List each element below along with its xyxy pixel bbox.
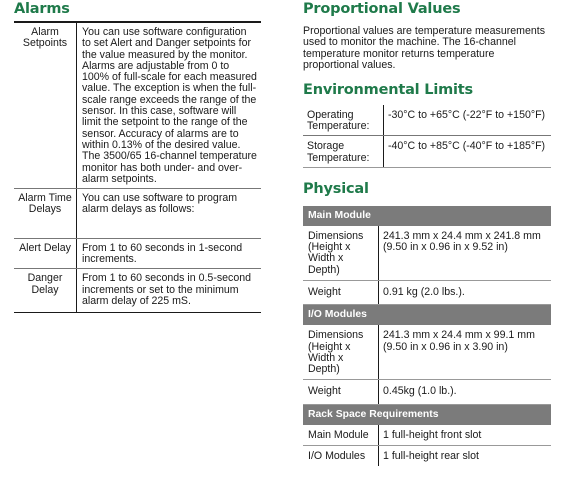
storage-temp-label: Storage Temperature: [303,136,384,168]
table-row [303,136,551,168]
danger-delay-desc: From 1 to 60 seconds in 0.5-second increments or set to the minimum alarm delay of 225 mS. [77,269,262,313]
alarms-table [14,23,261,313]
table-row [303,404,551,425]
io-dimensions-label: Dimensions (Height x Width x Depth) [303,325,379,380]
main-dimensions-label: Dimensions (Height x Width x Depth) [303,226,379,281]
table-row [303,325,551,380]
io-weight-label: Weight [303,380,379,404]
alarms-heading: Alarms [14,0,261,23]
danger-delay-label: Danger Delay [14,269,77,313]
alarm-time-delays-desc: You can use software to program alarm delays as follows: [77,189,262,239]
alert-delay-label: Alert Delay [14,238,77,269]
physical-heading: Physical [303,180,369,197]
rack-main-label: Main Module [303,425,379,446]
alert-delay-desc: From 1 to 60 seconds in 1-second increments. [77,238,262,269]
table-row [303,425,551,446]
alarm-setpoints-label: Alarm Setpoints [14,23,77,189]
alarm-time-delays-label: Alarm Time Delays [14,189,77,239]
operating-temp-label: Operating Temperature: [303,105,384,136]
main-weight-value: 0.91 kg (2.0 lbs.). [379,281,552,305]
right-column [303,0,551,466]
table-row [14,23,261,189]
operating-temp-value: -30°C to +65°C (-22°F to +150°F) [384,105,552,136]
main-weight-label: Weight [303,281,379,305]
table-row [303,226,551,281]
table-row [303,380,551,404]
proportional-heading: Proportional Values [303,1,461,17]
io-modules-band: I/O Modules [303,305,551,326]
table-row [303,305,551,326]
table-row [303,446,551,467]
table-row [14,269,261,313]
alarm-setpoints-desc: You can use software configuration to set Alert and Danger setpoints for the value measured by the monitor. Alarms are adjustable from 0 to 100% of full-scale for each measured value. The exception is when the full-scale range exceeds the range of the sensor. In this case, software will limit the setpoint to the range of the sensor. Accuracy of alarms are to within 0.13% of the desired value. The 3500/65 16-channel temperature monitor has both under- and over-alarm setpoints. [77,23,262,189]
proportional-text: Proportional values are temperature measurements used to monitor the machine. The 16-channel temperature monitor returns temperature proportional values. [303,25,546,72]
table-row [303,105,551,136]
rack-main-value: 1 full-height front slot [379,425,552,446]
io-weight-value: 0.45kg (1.0 lb.). [379,380,552,404]
table-row [303,281,551,305]
table-row [303,206,551,226]
environmental-table [303,105,551,168]
rack-io-value: 1 full-height rear slot [383,450,479,463]
rack-io-label: I/O Modules [303,446,379,467]
table-row [14,238,261,269]
alarms-section [14,0,261,313]
rack-space-band: Rack Space Requirements [303,404,551,425]
main-module-band: Main Module [303,206,551,226]
io-dimensions-value: 241.3 mm x 24.4 mm x 99.1 mm (9.50 in x 0.96 in x 3.90 in) [379,325,552,380]
physical-table [303,206,551,467]
storage-temp-value: -40°C to +85°C (-40°F to +185°F) [384,136,552,168]
main-dimensions-value: 241.3 mm x 24.4 mm x 241.8 mm (9.50 in x 0.96 in x 9.52 in) [379,226,552,281]
table-row [14,189,261,239]
environmental-heading: Environmental Limits [303,81,473,98]
